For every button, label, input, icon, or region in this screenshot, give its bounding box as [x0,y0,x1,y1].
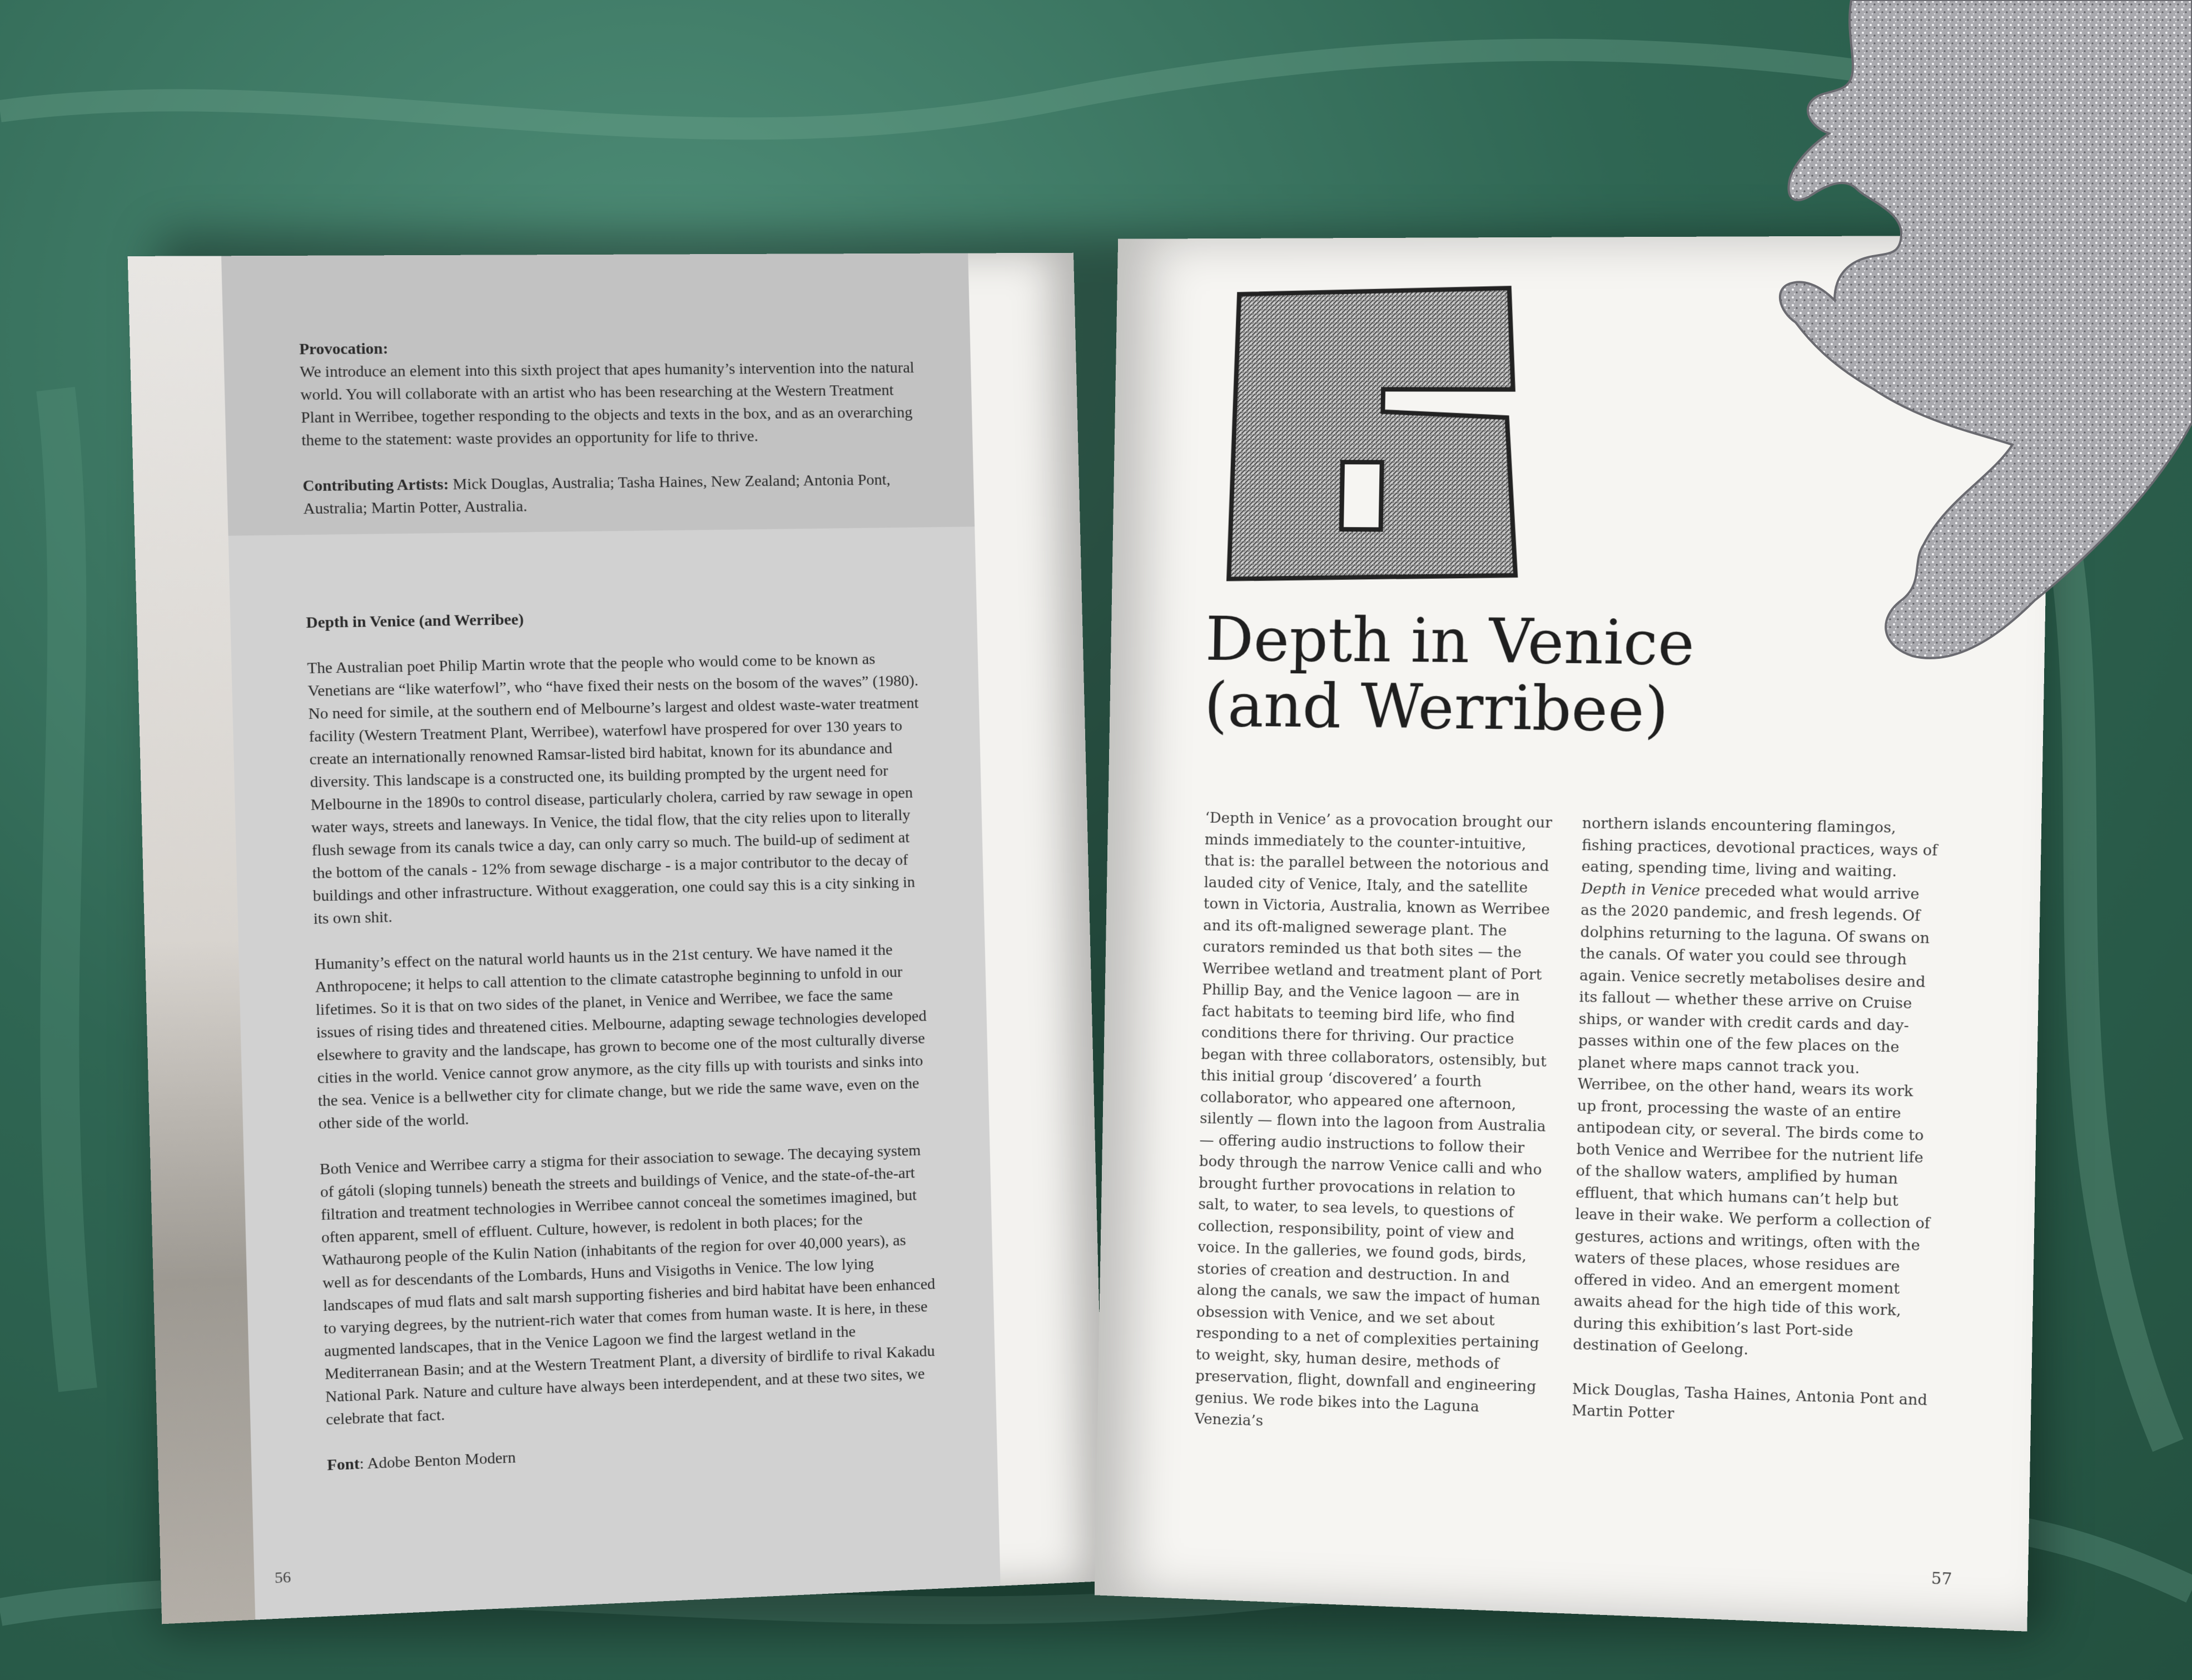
signature: Mick Douglas, Tasha Haines, Antonia Pont and Martin Potter [1572,1380,1928,1423]
paragraph-3: Both Venice and Werribee carry a stigma for their association to sewage. The decaying system of gátoli (sloping tunnels) beneath the streets and buildings of Venice, and the state-of-the-art filtration and treatment technologies in Werribee cannot conceal the sometimes imagined, but often apparent, smell of effluent. Culture, however, is redolent in both places; for the Wathaurong people of the Kulin Nation (inhabitants of the region for over 40,000 years), as well as for descendants of the Lombards, Huns and Visigoths in Venice. The low lying landscapes of mud flats and salt marsh supporting fisheries and bird habitat have been enhanced to varying degrees, by the nutrient-rich water that comes from human waste. It is here, in these augmented landscapes, that in the Venice Lagoon we find the largest wetland in the Mediterranean Basin; and at the Western Treatment Plant, a diversity of birdlife to rival Kakadu National Park. Nature and culture have always been interdependent, and at these two sites, we celebrate that fact. [319,1141,936,1429]
chapter-number-graphic [1212,277,1532,593]
section-title: Depth in Venice (and Werribee) [306,610,524,632]
page-number-right: 57 [1931,1569,1952,1589]
column-2-text [1573,813,1939,1366]
column-2-italic: Depth in Venice [1580,880,1701,899]
column-1-text: ‘Depth in Venice’ as a provocation brought our minds immediately to the counter-intuitive, that is: the parallel between the notorious and lauded city of Venice, Italy, and the satellite town in Victoria, Australia, known as Werribee and its oft-maligned sewerage plant. The curators reminded us that both sites — the Werribee wetland and treatment plant of Port Phillip Bay, and the Venice lagoon — are in fact habitats to teeming bird life, who find conditions there for thriving. Our practice began with three collaborators, ostensibly, but this initial group ‘discovered’ a fourth collaborator, who appeared one afternoon, silently — flown into the lagoon from Australia — offering audio instructions to follow their body through the narrow Venice calli and who brought further provocations in relation to salt, to water, to sea levels, to questions of collection, responsibility, point of view and voice. In the galleries, we found gods, birds, stories of creation and destruction. In and along the canals, we saw the impact of human obsession with Venice, and we set about responding to a net of complexities pertaining to weight, sky, human desire, methods of preservation, flight, downfall and engineering genius. We rode bikes into the Laguna Venezia’s [1194,809,1553,1430]
column-2-text-b: preceded what would arrive as the 2020 pandemic, and fresh legends. Of dolphins returning to the laguna. Of swans on the canals. Of water you could see through again. Venice secretly metabolises desire and its fallout — whether these arrive on Cruise ships, or wander with credit cards and day-passes within one of the few places on the planet where maps cannot track you. Werribee, on the other hand, wears its work up front, processing the waste of an entire antipodean city, or several. The birds come to both Venice and Werribee for the nutrient life of the shallow waters, amplified by human effluent, that which humans can’t help but leave in their wake. We perform a collection of gestures, actions and writings, often with the waters of these places, whose residues are offered in video. And an emergent moment awaits ahead for the high tide of this work, during this exhibition’s last Port-side destination of Geelong. [1573,882,1931,1359]
text-column-1 [1194,807,1554,1464]
font-label: Font [326,1455,360,1474]
heading-line-2: (and Werribee) [1204,670,1669,745]
silver-figurine [1612,0,2192,700]
text-column-2 [1571,813,1939,1456]
provocation-label: Provocation: [299,340,389,359]
paragraph-1: The Australian poet Philip Martin wrote that the people who would come to be known as Venetians are “like waterfowl”, who “have fixed their nests on the bosom of the waves” (1980). No need for simile, at the southern end of Melbourne’s largest and oldest waste-water treatment facility (Western Treatment Plant, Werribee), waterfowl have prospered for over 130 years to create an internationally renowned Ramsar-listed bird habitat, known for its abundance and diversity. This landscape is a constructed one, its building prompted by the urgent need for Melbourne in the 1890s to control disease, particularly cholera, carried by raw sewage in open water ways, streets and laneways. In Venice, the tidal flow, that the city relies upon to literally flush sewage from its canals twice a day, can only carry so much. The build-up of sediment at the bottom of the canals - 12% from sewage discharge - is a major contributor to the decay of buildings and other infrastructure. Without exaggeration, one could say this is a city sinking in its own shit. [307,650,919,928]
font-text: : Adobe Benton Modern [359,1449,516,1473]
contributing-text: Mick Douglas, Australia; Tasha Haines, New Zealand; Antonia Pont, Australia; Martin Potter, Australia. [303,471,891,518]
paragraph-2: Humanity’s effect on the natural world haunts us in the 21st century. We have named it the Anthropocene; it helps to call attention to the climate catastrophe beginning to unfold in our lifetimes. So it is that on two sides of the planet, in Venice and Werribee, we face the same issues of rising tides and threatened cities. Melbourne, adapting sewage technologies developed elsewhere to gravity and the landscape, has grown to become one of the most culturally diverse cities in the world. Venice cannot grow anymore, as the city fills up with tourists and sinks into the sea. Venice is a bellwether city for climate change, but we ride the same wave, even on the other side of the world. [314,941,927,1133]
provocation-text: We introduce an element into this sixth project that apes humanity’s intervention into the natural world. You will collaborate with an artist who has been researching at the Western Treatment Plant in Werribee, together responding to the objects and texts in the box, and as an overarching theme to the statement: waste provides an opportunity for life to thrive. [299,359,914,450]
contributing-artists [302,469,918,520]
left-page [128,253,1106,1624]
contributing-label: Contributing Artists: [302,475,449,495]
left-page-text [299,335,942,1500]
column-2-text-a: northern islands encountering flamingos, fishing practices, devotional practices, ways of eating, spending time, living and waiting. [1581,815,1938,881]
provocation-block [299,335,918,521]
page-number-left: 56 [274,1568,291,1587]
heading-line-1: Depth in Venice [1205,604,1696,679]
font-credit [327,1429,942,1477]
